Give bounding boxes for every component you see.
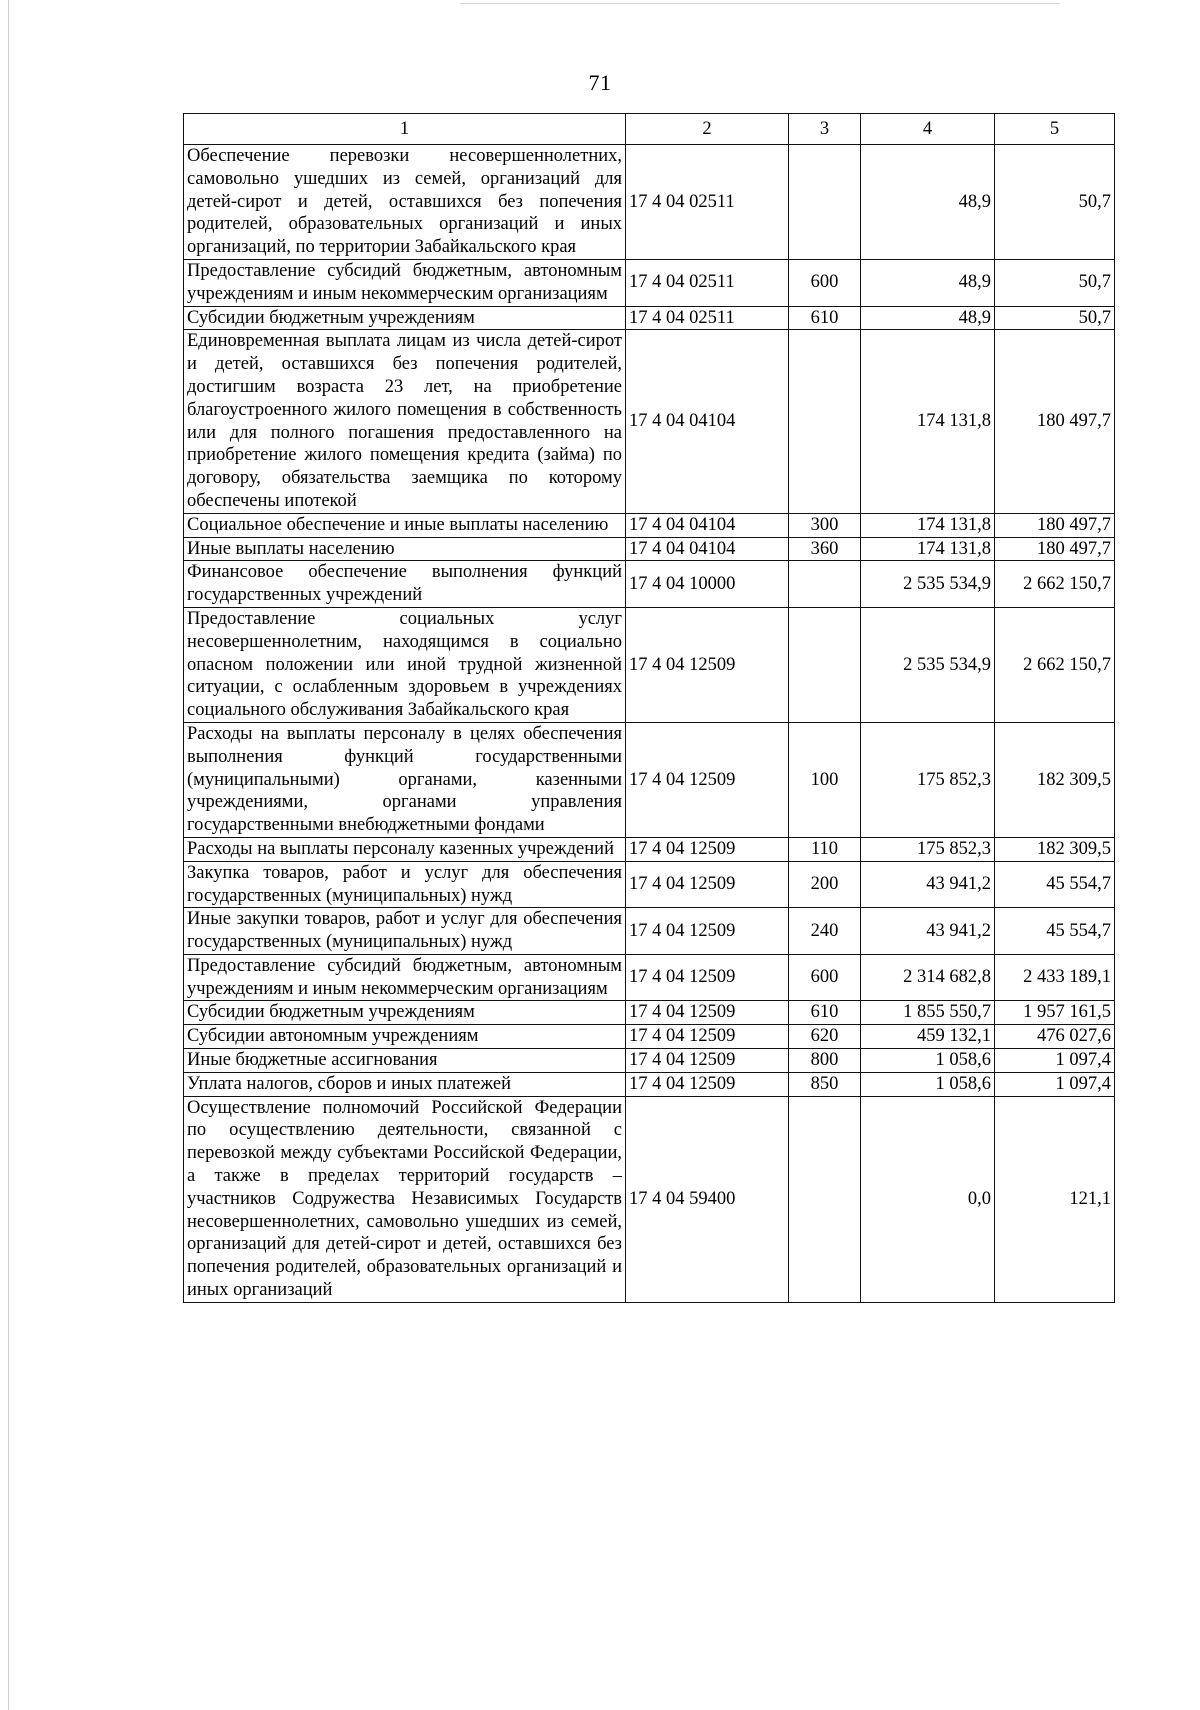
- row-code-cell: 17 4 04 02511: [626, 259, 789, 306]
- budget-table: [183, 113, 1115, 1303]
- row-code-cell: 17 4 04 12509: [626, 1072, 789, 1096]
- row-expense-type-cell: [789, 1096, 861, 1302]
- row-expense-type-cell: 620: [789, 1025, 861, 1049]
- table-row: [184, 1072, 1115, 1096]
- row-amount-2026-cell: 182 309,5: [995, 722, 1115, 837]
- row-amount-2026-cell: 50,7: [995, 259, 1115, 306]
- row-expense-type-cell: 240: [789, 908, 861, 955]
- table-row: [184, 561, 1115, 608]
- table-row: [184, 306, 1115, 330]
- scan-edge-left: [8, 0, 9, 1710]
- row-amount-2025-cell: 174 131,8: [861, 330, 995, 513]
- row-code-cell: 17 4 04 02511: [626, 145, 789, 260]
- row-amount-2026-cell: 50,7: [995, 145, 1115, 260]
- table-row: [184, 513, 1115, 537]
- row-name-cell: Иные бюджетные ассигнования: [184, 1049, 626, 1073]
- row-code-cell: 17 4 04 04104: [626, 513, 789, 537]
- row-expense-type-cell: 110: [789, 837, 861, 861]
- row-amount-2025-cell: 1 058,6: [861, 1049, 995, 1073]
- row-amount-2025-cell: 43 941,2: [861, 908, 995, 955]
- row-amount-2026-cell: 45 554,7: [995, 861, 1115, 908]
- table-row: [184, 145, 1115, 260]
- row-name-cell: Субсидии бюджетным учреждениям: [184, 306, 626, 330]
- row-name-cell: Закупка товаров, работ и услуг для обеспечения государственных (муниципальных) нужд: [184, 861, 626, 908]
- table-row: [184, 330, 1115, 513]
- table-header-row: [184, 114, 1115, 145]
- table-row: [184, 259, 1115, 306]
- table-row: [184, 1049, 1115, 1073]
- row-expense-type-cell: [789, 607, 861, 722]
- row-expense-type-cell: 600: [789, 259, 861, 306]
- row-amount-2026-cell: 180 497,7: [995, 537, 1115, 561]
- row-name-cell: Иные выплаты населению: [184, 537, 626, 561]
- row-expense-type-cell: 600: [789, 954, 861, 1001]
- row-amount-2025-cell: 1 058,6: [861, 1072, 995, 1096]
- row-amount-2026-cell: 1 957 161,5: [995, 1001, 1115, 1025]
- row-amount-2025-cell: 175 852,3: [861, 722, 995, 837]
- row-amount-2025-cell: 2 314 682,8: [861, 954, 995, 1001]
- row-expense-type-cell: [789, 145, 861, 260]
- row-name-cell: Осуществление полномочий Российской Федерации по осуществлению деятельности, связанной с перевозкой между субъектами Российской Федерации, а также в пределах территорий государств – участников Содружества Независимых Государств несовершеннолетних, самовольно ушедших из семей, организаций для детей-сирот и детей, оставшихся без попечения родителей, образовательных организаций и иных организаций: [184, 1096, 626, 1302]
- row-code-cell: 17 4 04 12509: [626, 1001, 789, 1025]
- table-row: [184, 861, 1115, 908]
- column-header: 1: [184, 114, 626, 145]
- row-expense-type-cell: 200: [789, 861, 861, 908]
- row-code-cell: 17 4 04 02511: [626, 306, 789, 330]
- row-name-cell: Социальное обеспечение и иные выплаты населению: [184, 513, 626, 537]
- table-row: [184, 1096, 1115, 1302]
- column-header: 2: [626, 114, 789, 145]
- row-amount-2025-cell: 2 535 534,9: [861, 607, 995, 722]
- row-name-cell: Субсидии автономным учреждениям: [184, 1025, 626, 1049]
- row-name-cell: Обеспечение перевозки несовершеннолетних, самовольно ушедших из семей, организаций для детей-сирот и детей, оставшихся без попечения родителей, образовательных организаций и иных организаций, по территории Забайкальского края: [184, 145, 626, 260]
- row-code-cell: 17 4 04 12509: [626, 861, 789, 908]
- row-amount-2026-cell: 2 662 150,7: [995, 607, 1115, 722]
- row-expense-type-cell: [789, 330, 861, 513]
- row-amount-2026-cell: 180 497,7: [995, 513, 1115, 537]
- row-name-cell: Расходы на выплаты персоналу казенных учреждений: [184, 837, 626, 861]
- row-code-cell: 17 4 04 12509: [626, 722, 789, 837]
- row-name-cell: Единовременная выплата лицам из числа детей-сирот и детей, оставшихся без попечения родителей, достигшим возраста 23 лет, на приобретение благоустроенного жилого помещения в собственность или для полного погашения предоставленного на приобретение жилого помещения кредита (займа) по договору, обязательства заемщика по которому обеспечены ипотекой: [184, 330, 626, 513]
- page-number: 71: [588, 70, 612, 95]
- row-code-cell: 17 4 04 10000: [626, 561, 789, 608]
- row-amount-2026-cell: 1 097,4: [995, 1049, 1115, 1073]
- column-header: 4: [861, 114, 995, 145]
- table-row: [184, 1025, 1115, 1049]
- row-amount-2026-cell: 476 027,6: [995, 1025, 1115, 1049]
- row-expense-type-cell: 610: [789, 1001, 861, 1025]
- row-amount-2025-cell: 43 941,2: [861, 861, 995, 908]
- table-row: [184, 722, 1115, 837]
- column-header: 3: [789, 114, 861, 145]
- row-name-cell: Уплата налогов, сборов и иных платежей: [184, 1072, 626, 1096]
- row-code-cell: 17 4 04 12509: [626, 607, 789, 722]
- row-expense-type-cell: 300: [789, 513, 861, 537]
- row-code-cell: 17 4 04 12509: [626, 1025, 789, 1049]
- row-name-cell: Расходы на выплаты персоналу в целях обеспечения выполнения функций государственными (муниципальными) органами, казенными учреждениями, органами управления государственными внебюджетными фондами: [184, 722, 626, 837]
- row-amount-2026-cell: 2 433 189,1: [995, 954, 1115, 1001]
- table-row: [184, 537, 1115, 561]
- row-expense-type-cell: 360: [789, 537, 861, 561]
- row-amount-2025-cell: 459 132,1: [861, 1025, 995, 1049]
- table-row: [184, 1001, 1115, 1025]
- row-amount-2025-cell: 175 852,3: [861, 837, 995, 861]
- table-row: [184, 908, 1115, 955]
- row-amount-2025-cell: 2 535 534,9: [861, 561, 995, 608]
- row-expense-type-cell: 100: [789, 722, 861, 837]
- row-amount-2026-cell: 121,1: [995, 1096, 1115, 1302]
- row-name-cell: Иные закупки товаров, работ и услуг для обеспечения государственных (муниципальных) нужд: [184, 908, 626, 955]
- row-amount-2025-cell: 1 855 550,7: [861, 1001, 995, 1025]
- row-name-cell: Предоставление социальных услуг несовершеннолетним, находящимся в социально опасном положении или иной трудной жизненной ситуации, с ослабленным здоровьем в учреждениях социального обслуживания Забайкальского края: [184, 607, 626, 722]
- table-row: [184, 954, 1115, 1001]
- row-amount-2026-cell: 2 662 150,7: [995, 561, 1115, 608]
- row-code-cell: 17 4 04 12509: [626, 1049, 789, 1073]
- row-expense-type-cell: 800: [789, 1049, 861, 1073]
- row-code-cell: 17 4 04 12509: [626, 954, 789, 1001]
- row-amount-2025-cell: 48,9: [861, 145, 995, 260]
- row-code-cell: 17 4 04 12509: [626, 908, 789, 955]
- row-name-cell: Предоставление субсидий бюджетным, автономным учреждениям и иным некоммерческим организациям: [184, 259, 626, 306]
- row-expense-type-cell: 610: [789, 306, 861, 330]
- table-row: [184, 607, 1115, 722]
- row-code-cell: 17 4 04 04104: [626, 330, 789, 513]
- column-header: 5: [995, 114, 1115, 145]
- row-amount-2025-cell: 48,9: [861, 259, 995, 306]
- row-name-cell: Предоставление субсидий бюджетным, автономным учреждениям и иным некоммерческим организациям: [184, 954, 626, 1001]
- row-amount-2025-cell: 48,9: [861, 306, 995, 330]
- row-amount-2025-cell: 174 131,8: [861, 513, 995, 537]
- row-name-cell: Субсидии бюджетным учреждениям: [184, 1001, 626, 1025]
- row-expense-type-cell: 850: [789, 1072, 861, 1096]
- row-amount-2026-cell: 50,7: [995, 306, 1115, 330]
- row-name-cell: Финансовое обеспечение выполнения функций государственных учреждений: [184, 561, 626, 608]
- row-amount-2026-cell: 182 309,5: [995, 837, 1115, 861]
- row-amount-2026-cell: 45 554,7: [995, 908, 1115, 955]
- row-amount-2025-cell: 0,0: [861, 1096, 995, 1302]
- table-row: [184, 837, 1115, 861]
- row-code-cell: 17 4 04 59400: [626, 1096, 789, 1302]
- row-expense-type-cell: [789, 561, 861, 608]
- row-amount-2026-cell: 180 497,7: [995, 330, 1115, 513]
- row-code-cell: 17 4 04 12509: [626, 837, 789, 861]
- row-code-cell: 17 4 04 04104: [626, 537, 789, 561]
- scan-edge-top: [460, 3, 1060, 4]
- row-amount-2026-cell: 1 097,4: [995, 1072, 1115, 1096]
- row-amount-2025-cell: 174 131,8: [861, 537, 995, 561]
